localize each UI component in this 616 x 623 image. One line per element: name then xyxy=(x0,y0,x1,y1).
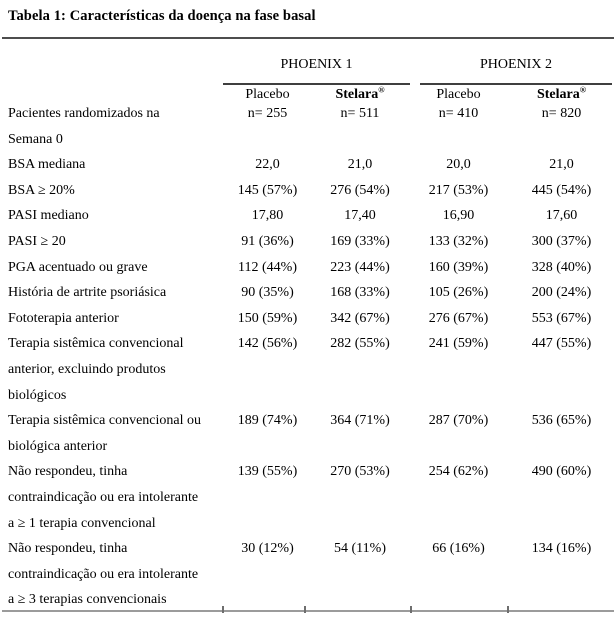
table-row xyxy=(0,280,616,306)
row-label-line: PASI ≥ 20 xyxy=(8,233,66,249)
registered-mark: ® xyxy=(378,84,385,95)
cell-phx1-placebo: 90 (35%) xyxy=(241,285,294,301)
cell-phx2-stelara: 553 (67%) xyxy=(531,310,592,326)
cell-phx2-placebo: 276 (67%) xyxy=(428,310,489,326)
row-label-line: BSA mediana xyxy=(8,157,86,173)
cell-phx2-stelara: 134 (16%) xyxy=(531,541,592,557)
cell-phx2-placebo: 254 (62%) xyxy=(428,464,489,480)
title-rule xyxy=(2,37,614,39)
cell-phx1-stelara: 276 (54%) xyxy=(330,182,390,198)
row-label-line: História de artrite psoriásica xyxy=(8,285,167,301)
row-label-line: contraindicação ou era intolerante xyxy=(8,566,199,582)
cell-phx1-placebo: 17,80 xyxy=(251,208,284,224)
cell-phx1-stelara: 223 (44%) xyxy=(330,259,390,275)
cell-phx1-placebo: 30 (12%) xyxy=(241,541,294,557)
cell-phx1-stelara: 17,40 xyxy=(344,208,376,224)
table-row xyxy=(0,459,616,536)
cell-phx1-placebo: 145 (57%) xyxy=(237,182,298,198)
cell-phx1-stelara: 54 (11%) xyxy=(334,541,386,557)
row-label-line: Fototerapia anterior xyxy=(8,310,119,326)
cell-phx1-stelara: 169 (33%) xyxy=(330,233,390,249)
cell-phx2-stelara: 300 (37%) xyxy=(531,233,592,249)
table-row xyxy=(0,255,616,281)
cell-phx1-placebo: 150 (59%) xyxy=(237,310,298,326)
row-label-line: PASI mediano xyxy=(8,208,89,224)
cell-phx2-stelara: 328 (40%) xyxy=(531,259,592,275)
registered-mark: ® xyxy=(579,84,587,95)
column-boundary-tick xyxy=(222,606,224,613)
cell-phx2-placebo: 241 (59%) xyxy=(428,336,489,352)
table-body xyxy=(0,101,616,613)
cell-phx2-placebo: 160 (39%) xyxy=(428,259,489,275)
row-label-line: biológicos xyxy=(8,387,67,403)
cell-phx2-placebo: n= 410 xyxy=(438,106,479,121)
row-label xyxy=(0,203,225,229)
row-label xyxy=(0,152,225,178)
cell-phx2-stelara: 200 (24%) xyxy=(531,285,592,301)
row-label xyxy=(0,306,225,332)
cell-phx1-placebo: n= 255 xyxy=(247,106,288,121)
row-label xyxy=(0,255,225,281)
cell-phx2-placebo: 16,90 xyxy=(442,208,475,224)
row-label xyxy=(0,459,225,536)
row-label xyxy=(0,178,225,204)
table-row xyxy=(0,101,616,152)
table-row xyxy=(0,152,616,178)
group-header-phoenix-1: PHOENIX 1 xyxy=(280,57,353,72)
row-label-line: Semana 0 xyxy=(8,131,63,147)
table-row xyxy=(0,306,616,332)
cell-phx2-placebo: 133 (32%) xyxy=(428,233,489,249)
table-row xyxy=(0,331,616,408)
cell-phx2-placebo: 20,0 xyxy=(446,157,471,173)
cell-phx1-placebo: 142 (56%) xyxy=(237,336,298,352)
cell-phx1-stelara: 168 (33%) xyxy=(330,285,390,301)
column-boundary-tick xyxy=(507,606,509,613)
row-label-line: a ≥ 3 terapias convencionais xyxy=(8,592,167,608)
table-row xyxy=(0,178,616,204)
cell-phx1-stelara: 342 (67%) xyxy=(330,310,390,326)
row-label-line: Terapia sistêmica convencional ou xyxy=(8,413,201,429)
cell-phx2-stelara: 490 (60%) xyxy=(531,464,592,480)
column-boundary-tick xyxy=(410,606,412,613)
row-label xyxy=(0,101,225,152)
table-title: Tabela 1: Características da doença na fase basal xyxy=(8,8,316,24)
row-label-line: biológica anterior xyxy=(8,438,108,454)
cell-phx2-placebo: 66 (16%) xyxy=(432,541,485,557)
table-row xyxy=(0,408,616,459)
bottom-rule xyxy=(2,610,614,612)
row-label xyxy=(0,229,225,255)
cell-phx2-stelara: n= 820 xyxy=(541,106,582,121)
column-boundary-tick xyxy=(304,606,306,613)
cell-phx1-stelara: 282 (55%) xyxy=(330,336,390,352)
cell-phx1-placebo: 112 (44%) xyxy=(238,259,297,275)
row-label-line: Não respondeu, tinha xyxy=(8,464,128,480)
row-label xyxy=(0,536,225,613)
cell-phx1-placebo: 91 (36%) xyxy=(241,233,294,249)
row-label xyxy=(0,331,225,408)
cell-phx2-placebo: 287 (70%) xyxy=(428,413,489,429)
row-label-line: contraindicação ou era intolerante xyxy=(8,489,199,505)
row-label-line: anterior, excluindo produtos xyxy=(8,361,166,377)
cell-phx2-stelara: 21,0 xyxy=(549,157,574,173)
cell-phx1-stelara: 270 (53%) xyxy=(330,464,390,480)
row-label xyxy=(0,280,225,306)
row-label-line: Não respondeu, tinha xyxy=(8,541,128,557)
cell-phx1-stelara: n= 511 xyxy=(340,106,380,121)
cell-phx2-placebo: 217 (53%) xyxy=(428,182,489,198)
group-header-phoenix-2: PHOENIX 2 xyxy=(480,57,552,72)
column-header-label: Placebo xyxy=(245,87,290,102)
cell-phx1-stelara: 364 (71%) xyxy=(330,413,390,429)
column-header-label: Stelara xyxy=(335,87,379,102)
cell-phx1-placebo: 139 (55%) xyxy=(237,464,298,480)
column-header-label: Placebo xyxy=(436,87,481,102)
row-label xyxy=(0,408,225,459)
table-row xyxy=(0,536,616,613)
row-label-line: PGA acentuado ou grave xyxy=(8,259,148,275)
table-row xyxy=(0,203,616,229)
row-label-line: a ≥ 1 terapia convencional xyxy=(8,515,156,531)
row-label-line: BSA ≥ 20% xyxy=(8,182,75,198)
row-label-line: Pacientes randomizados na xyxy=(8,106,160,121)
column-header-label: Stelara xyxy=(536,87,580,102)
cell-phx2-stelara: 536 (65%) xyxy=(531,413,592,429)
cell-phx1-placebo: 22,0 xyxy=(255,157,280,173)
cell-phx1-stelara: 21,0 xyxy=(347,157,373,173)
cell-phx2-stelara: 17,60 xyxy=(545,208,578,224)
row-label-line: Terapia sistêmica convencional xyxy=(8,336,184,352)
table-row xyxy=(0,229,616,255)
cell-phx1-placebo: 189 (74%) xyxy=(237,413,298,429)
cell-phx2-placebo: 105 (26%) xyxy=(428,285,489,301)
cell-phx2-stelara: 445 (54%) xyxy=(531,182,592,198)
cell-phx2-stelara: 447 (55%) xyxy=(531,336,592,352)
